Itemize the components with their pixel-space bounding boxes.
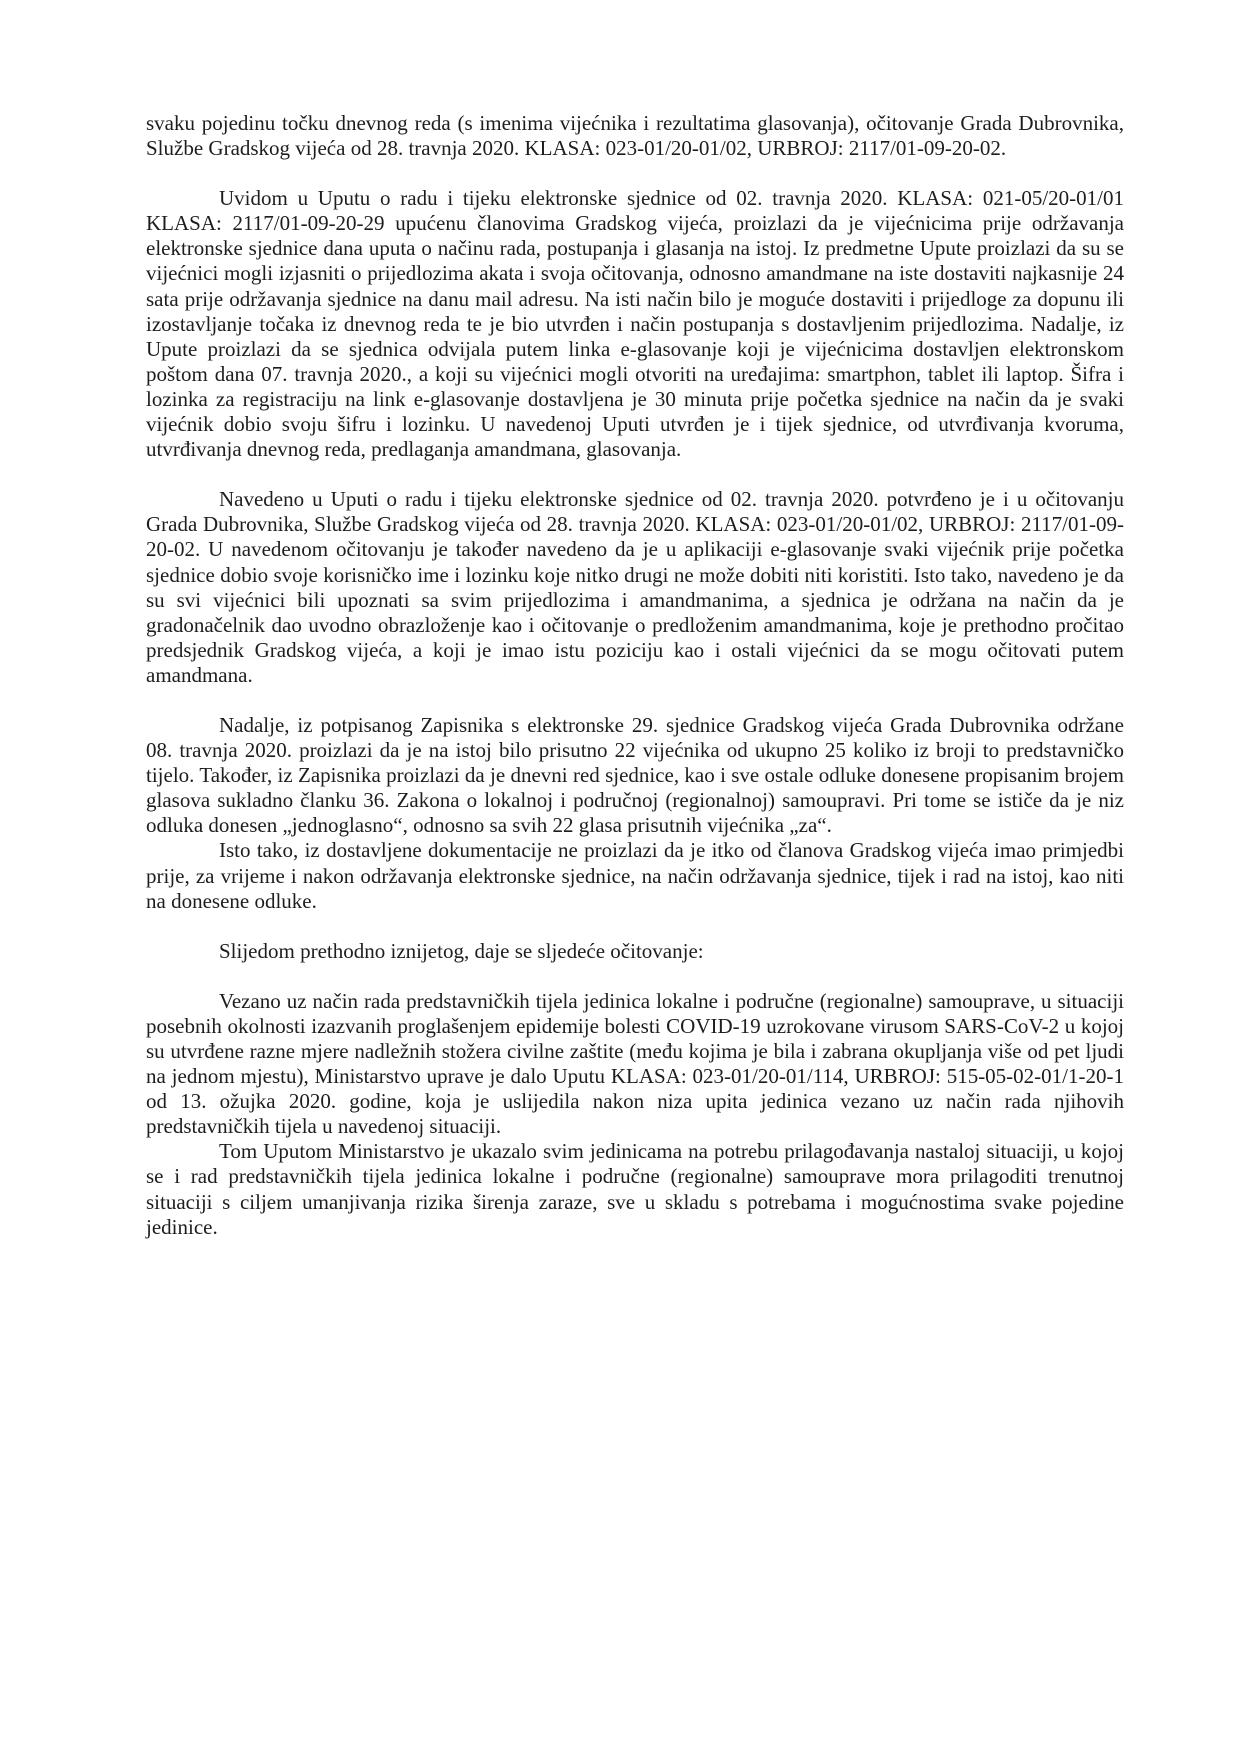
paragraph-continuation: svaku pojedinu točku dnevnog reda (s imenima vijećnika i rezultatima glasovanja), očitovanje Grada Dubrovnika, Službe Gradskog vijeća od 28. travnja 2020. KLASA: 023-01/20-01/02, URBROJ: 2117/01-09-20-02.	[146, 111, 1124, 161]
paragraph-dokumentacija: Isto tako, iz dostavljene dokumentacije ne proizlazi da je itko od članova Gradskog vijeća imao primjedbi prije, za vrijeme i nakon održavanja elektronske sjednice, na način održavanja sjednice, tijek i rad na istoj, kao niti na donesene odluke.	[146, 838, 1124, 913]
document-body	[146, 111, 1124, 1240]
paragraph-uputa-ministarstva: Tom Uputom Ministarstvo je ukazalo svim jedinicama na potrebu prilagođavanja nastaloj situaciji, u kojoj se i rad predstavničkih tijela jedinica lokalne i područne (regionalne) samouprave mora prilagoditi trenutnoj situaciji s ciljem umanjivanja rizika širenja zaraze, sve u skladu s potrebama i mogućnostima svake pojedine jedinice.	[146, 1139, 1124, 1239]
paragraph-nacin-rada: Vezano uz način rada predstavničkih tijela jedinica lokalne i područne (regionalne) samouprave, u situaciji posebnih okolnosti izazvanih proglašenjem epidemije bolesti COVID-19 uzrokovane virusom SARS-CoV-2 u kojoj su utvrđene razne mjere nadležnih stožera civilne zaštite (među kojima je bila i zabrana okupljanja više od pet ljudi na jednom mjestu), Ministarstvo uprave je dalo Uputu KLASA: 023-01/20-01/114, URBROJ: 515-05-02-01/1-20-1 od 13. ožujka 2020. godine, koja je uslijedila nakon niza upita jedinica vezano uz način rada njihovih predstavničkih tijela u navedenoj situaciji.	[146, 988, 1124, 1139]
paragraph-ocitovanje-grada: Navedeno u Uputi o radu i tijeku elektronske sjednice od 02. travnja 2020. potvrđeno je i u očitovanju Grada Dubrovnika, Službe Gradskog vijeća od 28. travnja 2020. KLASA: 023-01/20-01/02, URBROJ: 2117/01-09-20-02. U navedenom očitovanju je također navedeno da je u aplikaciji e-glasovanje svaki vijećnik prije početka sjednice dobio svoje korisničko ime i lozinku koje nitko drugi ne može dobiti niti koristiti. Isto tako, navedeno je da su svi vijećnici bili upoznati sa svim prijedlozima i amandmanima, a sjednica je održana na način da je gradonačelnik dao uvodno obrazloženje kao i očitovanje o predloženim amandmanima, koje je prethodno pročitao predsjednik Gradskog vijeća, a koji je imao istu poziciju kao i ostali vijećnici da se mogu očitovati putem amandmana.	[146, 487, 1124, 687]
paragraph-zapisnik: Nadalje, iz potpisanog Zapisnika s elektronske 29. sjednice Gradskog vijeća Grada Dubrovnika održane 08. travnja 2020. proizlazi da je na istoj bilo prisutno 22 vijećnika od ukupno 25 koliko iz broji to predstavničko tijelo. Također, iz Zapisnika proizlazi da je dnevni red sjednice, kao i sve ostale odluke donesene propisanim brojem glasova sukladno članku 36. Zakona o lokalnoj i područnoj (regionalnoj) samoupravi. Pri tome se ističe da je niz odluka donesen „jednoglasno“, odnosno sa svih 22 glasa prisutnih vijećnika „za“.	[146, 712, 1124, 838]
paragraph-zakljucak-intro: Slijedom prethodno iznijetog, daje se sljedeće očitovanje:	[219, 938, 704, 963]
paragraph-uputa: Uvidom u Uputu o radu i tijeku elektronske sjednice od 02. travnja 2020. KLASA: 021-05/20-01/01 KLASA: 2117/01-09-20-29 upućenu članovima Gradskog vijeća, proizlazi da je vijećnicima prije održavanja elektronske sjednice dana uputa o načinu rada, postupanja i glasanja na istoj. Iz predmetne Upute proizlazi da su se vijećnici mogli izjasniti o prijedlozima akata i svoja očitovanja, odnosno amandmane na iste dostaviti najkasnije 24 sata prije održavanja sjednice na danu mail adresu. Na isti način bilo je moguće dostaviti i prijedloge za dopunu ili izostavljanje točaka iz dnevnog reda te je bio utvrđen i način postupanja s dostavljenim prijedlozima. Nadalje, iz Upute proizlazi da se sjednica odvijala putem linka e-glasovanje koji je vijećnicima dostavljen elektronskom poštom dana 07. travnja 2020., a koji su vijećnici mogli otvoriti na uređajima: smartphon, tablet ili laptop. Šifra i lozinka za registraciju na link e-glasovanje dostavljena je 30 minuta prije početka sjednice na način da je svaki vijećnik dobio svoju šifru i lozinku. U navedenoj Uputi utvrđen je i tijek sjednice, od utvrđivanja kvoruma, utvrđivanja dnevnog reda, predlaganja amandmana, glasovanja.	[146, 186, 1124, 462]
